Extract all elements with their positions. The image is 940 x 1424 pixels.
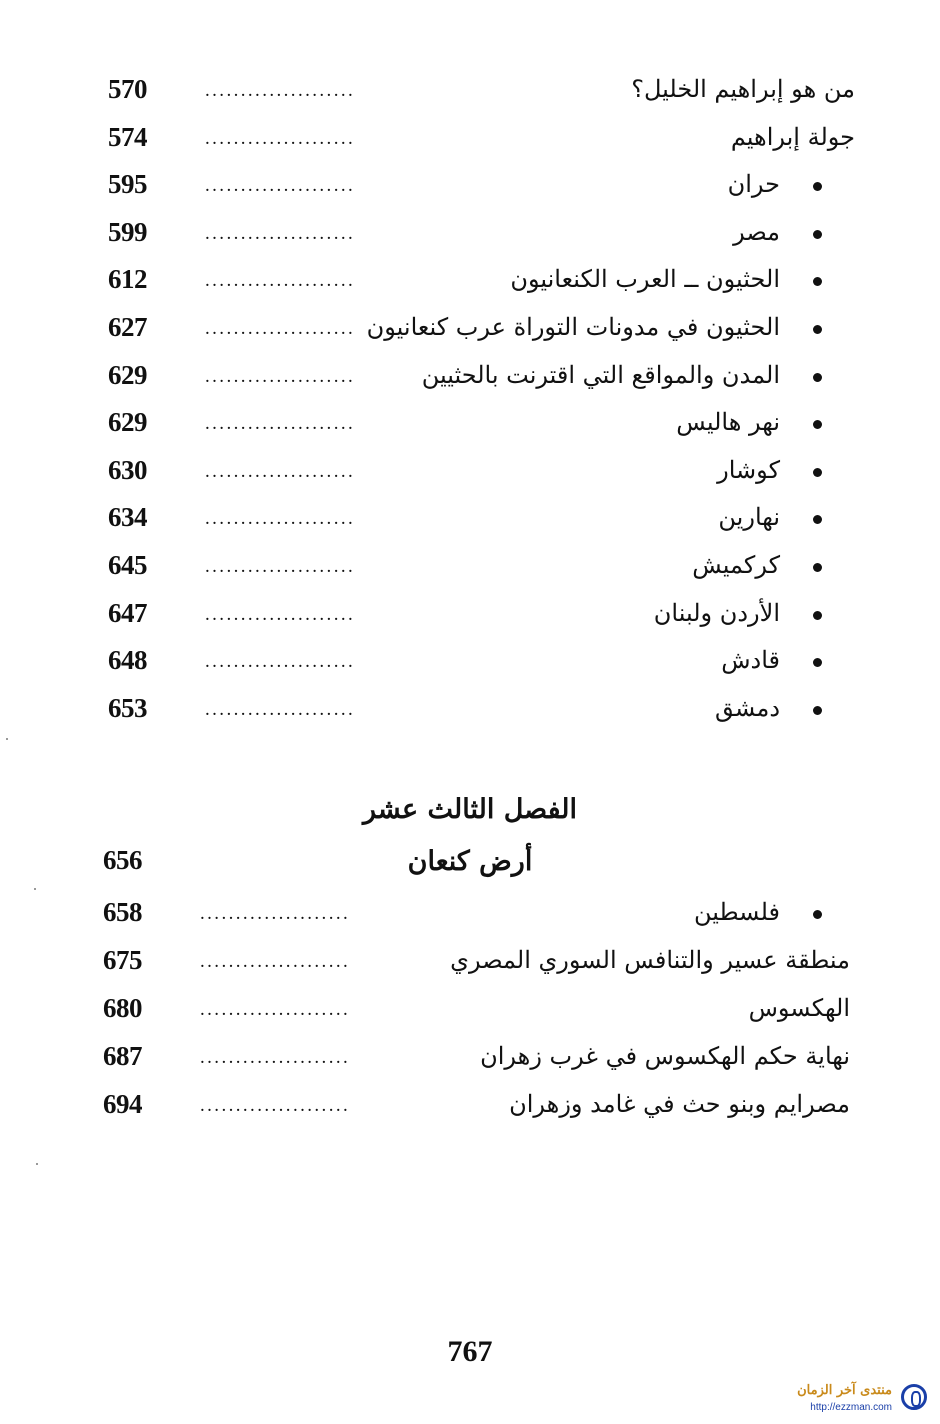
entry-page-number: 612 (108, 264, 147, 295)
chapter-title-row (0, 843, 940, 883)
dot-leader: ..................... (205, 603, 356, 625)
toc-entry (0, 72, 940, 112)
toc-entry (0, 1087, 940, 1127)
dot-leader: ..................... (205, 413, 356, 435)
entry-title: الأردن ولبنان (653, 598, 780, 627)
dot-leader: ..................... (205, 651, 356, 673)
bullet-icon (813, 182, 822, 191)
bullet-icon (813, 706, 822, 715)
toc-entry (0, 1039, 940, 1079)
bullet-icon (813, 277, 822, 286)
toc-entry (0, 548, 940, 588)
toc-entry (0, 358, 940, 398)
toc-entry (0, 895, 940, 935)
toc-entry (0, 262, 940, 302)
watermark-url: http://ezzman.com (810, 1402, 892, 1413)
toc-entry (0, 691, 940, 731)
entry-title: من هو إبراهيم الخليل؟ (631, 75, 855, 103)
dot-leader: ..................... (205, 318, 356, 339)
entry-title: الهكسوس (748, 994, 850, 1022)
entry-page-number: 648 (108, 645, 147, 676)
bullet-icon (813, 563, 822, 572)
entry-page-number: 630 (108, 454, 147, 485)
entry-title: مصر (733, 217, 780, 246)
entry-title: دمشق (715, 693, 780, 722)
entry-page-number: 629 (108, 359, 147, 390)
entry-page-number: 570 (108, 74, 147, 104)
entry-title: الحثيون في مدونات التوراة عرب كنعانيون (366, 313, 780, 341)
entry-title: جولة إبراهيم (730, 122, 855, 151)
entry-title: نهاية حكم الهكسوس في غرب زهران (480, 1042, 850, 1070)
entry-page-number: 595 (108, 169, 147, 200)
entry-page-number: 675 (103, 945, 142, 975)
bullet-icon (813, 910, 822, 919)
dot-leader: ..................... (205, 698, 356, 720)
entry-title: نهر هاليس (676, 408, 780, 437)
entry-title: نهارين (718, 503, 780, 532)
entry-page-number: 599 (108, 216, 147, 247)
toc-entry (0, 310, 940, 350)
dot-leader: ..................... (205, 222, 356, 244)
toc-entry (0, 453, 940, 493)
entry-page-number: 680 (103, 993, 142, 1023)
entry-page-number: 694 (103, 1089, 142, 1119)
dot-leader: ..................... (205, 365, 356, 387)
bullet-icon (813, 373, 822, 382)
entry-page-number: 647 (108, 597, 147, 628)
toc-entry (0, 215, 940, 255)
entry-title: كركميش (692, 551, 780, 579)
entry-page-number: 653 (108, 692, 147, 723)
scan-speck (6, 738, 8, 740)
scan-speck (34, 888, 36, 890)
toc-entry (0, 500, 940, 540)
dot-leader: ..................... (200, 951, 351, 972)
toc-entry (0, 405, 940, 445)
entry-page-number: 627 (108, 312, 147, 342)
entry-page-number: 645 (108, 550, 147, 580)
forum-logo-icon (901, 1384, 927, 1410)
bullet-icon (813, 325, 822, 334)
entry-title: كوشار (717, 455, 780, 484)
bullet-icon (813, 611, 822, 620)
chapter-title: أرض كنعان (407, 846, 533, 877)
entry-title: قادش (721, 646, 780, 675)
dot-leader: ..................... (205, 127, 356, 149)
toc-entry (0, 943, 940, 983)
entry-title: مصرايم وبنو حث في غامد وزهران (509, 1090, 850, 1118)
entry-page-number: 574 (108, 121, 147, 152)
dot-leader: ..................... (200, 999, 351, 1020)
dot-leader: ..................... (205, 270, 356, 292)
entry-title: المدن والمواقع التي اقترنت بالحثيين (421, 360, 780, 389)
toc-entry (0, 120, 940, 160)
entry-title: حران (727, 170, 780, 199)
dot-leader: ..................... (200, 1095, 351, 1116)
toc-entry (0, 167, 940, 207)
dot-leader: ..................... (205, 80, 356, 101)
entry-title: منطقة عسير والتنافس السوري المصري (450, 946, 850, 974)
dot-leader: ..................... (205, 556, 356, 577)
toc-entry (0, 643, 940, 683)
entry-page-number: 634 (108, 502, 147, 533)
watermark-name: منتدى آخر الزمان (797, 1383, 892, 1398)
chapter-title-page: 656 (103, 845, 142, 875)
chapter-label: الفصل الثالث عشر (363, 794, 577, 825)
toc-entry (0, 596, 940, 636)
bullet-icon (813, 658, 822, 667)
dot-leader: ..................... (205, 460, 356, 482)
entry-page-number: 658 (103, 897, 142, 927)
dot-leader: ..................... (200, 1047, 351, 1068)
page-number: 767 (447, 1335, 493, 1368)
bullet-icon (813, 468, 822, 477)
bullet-icon (813, 230, 822, 239)
bullet-icon (813, 515, 822, 524)
entry-page-number: 629 (108, 407, 147, 438)
entry-page-number: 687 (103, 1041, 142, 1071)
entry-title: الحثيون ــ العرب الكنعانيون (510, 265, 780, 294)
bullet-icon (813, 420, 822, 429)
scan-speck (36, 1163, 38, 1165)
dot-leader: ..................... (205, 175, 356, 197)
toc-entry (0, 991, 940, 1031)
dot-leader: ..................... (200, 903, 351, 924)
dot-leader: ..................... (205, 508, 356, 530)
entry-title: فلسطين (693, 898, 780, 926)
